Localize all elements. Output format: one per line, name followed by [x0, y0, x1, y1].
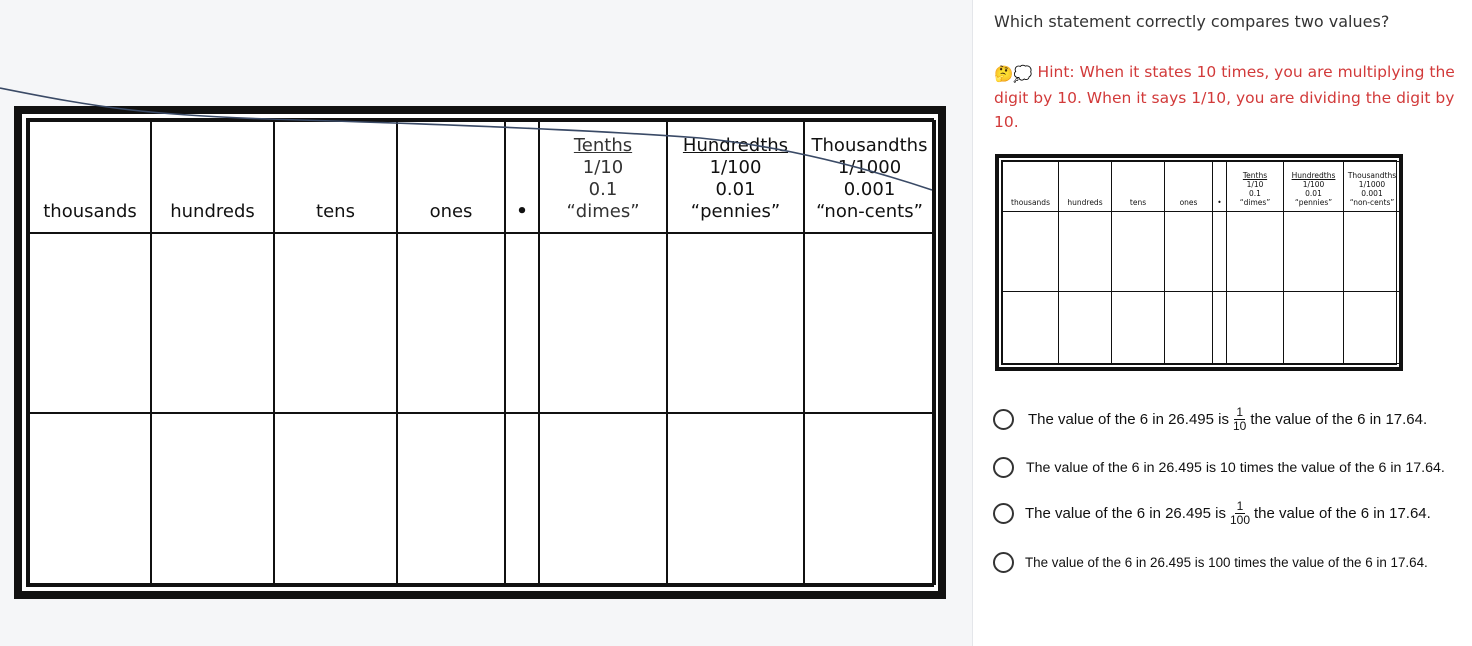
- header-hundredths: Hundredths 1/100 0.01 “pennies”: [1284, 162, 1344, 212]
- tenths-fraction: 1/10: [582, 157, 624, 178]
- header-thousandths: [804, 121, 935, 233]
- header-hundredths: [667, 121, 804, 233]
- table-row: [29, 413, 935, 584]
- thousandths-nickname: “non-cents”: [816, 201, 923, 222]
- hundredths-fraction: 1/100: [709, 157, 762, 178]
- header-thousands: thousands: [29, 121, 151, 233]
- question-panel: [973, 0, 1472, 646]
- header-thousandths: Thousandths 1/1000 0.001 “non-cents”: [1344, 162, 1401, 212]
- thousandths-label: Thousandths: [811, 135, 928, 156]
- header-tenths: Tenths 1/10 0.1 “dimes”: [1227, 162, 1284, 212]
- radio-button[interactable]: [993, 552, 1014, 573]
- radio-button[interactable]: [993, 503, 1014, 524]
- header-tens: tens: [274, 121, 397, 233]
- hint-text: 🤔💭 Hint: When it states 10 times, you are multiplying the digit by 10. When it says 1/10, you are dividing the digit by 10.: [994, 63, 1455, 131]
- header-tens: tens: [1112, 162, 1165, 212]
- fraction: $\frac{1}{10}$: [1232, 405, 1247, 433]
- header-ones: ones: [397, 121, 505, 233]
- table-row: [29, 233, 935, 413]
- place-value-chart-small: [995, 154, 1403, 371]
- place-value-table: [28, 120, 936, 585]
- header-hundreds: hundreds: [151, 121, 274, 233]
- place-value-chart: [14, 106, 946, 599]
- table-row: [1003, 212, 1401, 292]
- tenths-label: Tenths: [573, 135, 633, 156]
- header-decimal-point: •: [505, 121, 539, 233]
- table-row: [1003, 292, 1401, 364]
- answer-option-1[interactable]: The value of the 6 in 26.495 is $\frac{1}{10}$ the value of the 6 in 17.64.: [993, 406, 1427, 433]
- header-thousands: thousands: [1003, 162, 1059, 212]
- radio-button[interactable]: [993, 457, 1014, 478]
- answer-option-2[interactable]: The value of the 6 in 26.495 is 10 times the value of the 6 in 17.64.: [993, 457, 1445, 478]
- header-hundreds: hundreds: [1059, 162, 1112, 212]
- header-decimal-point: •: [1213, 162, 1227, 212]
- tenths-decimal: 0.1: [588, 179, 618, 200]
- question-prompt: Which statement correctly compares two values?: [994, 12, 1390, 31]
- fraction: $\frac{1}{100}$: [1229, 499, 1251, 527]
- thinking-face-icon: 🤔💭: [994, 65, 1033, 83]
- hundredths-decimal: 0.01: [715, 179, 756, 200]
- radio-button[interactable]: [993, 409, 1014, 430]
- answer-option-4[interactable]: The value of the 6 in 26.495 is 100 times the value of the 6 in 17.64.: [993, 552, 1428, 573]
- hundredths-nickname: “pennies”: [690, 201, 781, 222]
- header-ones: ones: [1165, 162, 1213, 212]
- header-tenths: [539, 121, 667, 233]
- answer-option-3[interactable]: The value of the 6 in 26.495 is $\frac{1}{100}$ the value of the 6 in 17.64.: [993, 500, 1431, 527]
- place-value-table-small: [1002, 161, 1401, 364]
- tenths-nickname: “dimes”: [566, 201, 640, 222]
- thousandths-fraction: 1/1000: [837, 157, 902, 178]
- thousandths-decimal: 0.001: [843, 179, 896, 200]
- hundredths-label: Hundredths: [682, 135, 789, 156]
